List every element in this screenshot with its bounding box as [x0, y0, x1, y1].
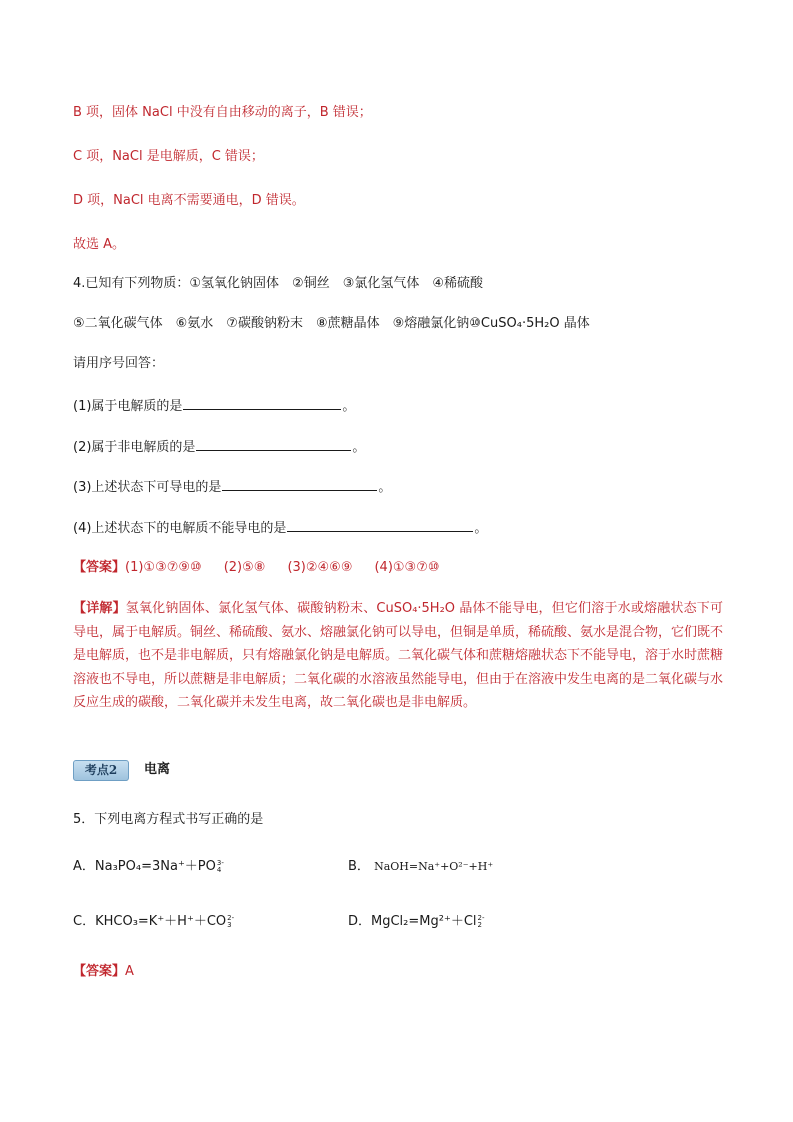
q5-option-c-ion: 2- 3: [227, 913, 235, 929]
q4-part-2-prefix: (2)属于非电解质的是: [73, 440, 196, 455]
section-title: 电离: [144, 762, 171, 777]
q4-part-1: [73, 396, 355, 416]
q4-instruction: 请用序号回答：: [73, 356, 165, 371]
q5-option-d-text: MgCl₂=Mg²⁺＋Cl: [371, 914, 477, 929]
q5-option-a-label: A．: [73, 859, 95, 874]
explanation-d: D 项，NaCl 电离不需要通电，D 错误。: [73, 193, 305, 208]
q4-answer: [73, 559, 440, 577]
q4-part-3: [73, 477, 391, 497]
q5-answer-value: A: [125, 964, 134, 979]
q4-answer-4: (4)①③⑦⑩: [374, 560, 440, 575]
explanation-choice: 故选 A。: [73, 237, 126, 252]
q5-option-d-label: D．: [348, 914, 372, 929]
q4-part-2-suffix: 。: [352, 440, 366, 455]
q5-option-b-label: B．: [348, 859, 370, 874]
q4-answer-3: (3)②④⑥⑨: [287, 560, 353, 575]
explanation-b: B 项，固体 NaCl 中没有自由移动的离子，B 错误；: [73, 105, 372, 120]
q5-answer: [73, 963, 134, 981]
q4-stem-line-2: ⑤二氧化碳气体 ⑥氨水 ⑦碳酸钠粉末 ⑧蔗糖晶体 ⑨熔融氯化钠⑩CuSO₄·5H₂O 晶体: [73, 316, 590, 331]
q5-option-c[interactable]: [73, 913, 234, 931]
q4-part-1-suffix: 。: [342, 399, 356, 414]
q4-detail-text: 氢氧化钠固体、氯化氢气体、碳酸钠粉末、CuSO₄·5H₂O 晶体不能导电，但它们溶于水或熔融状态下可导电，属于电解质。铜丝、稀硫酸、氨水、熔融氯化钠可以导电，但铜是单质，稀硫酸、氨水是混合物，它们既不是电解质，也不是非电解质，只有熔融氯化钠是电解质。二氧化碳气体和蔗糖熔融状态下不能导电，溶于水时蔗糖溶液也不导电，所以蔗糖是非电解质；二氧化碳的水溶液虽然能导电，但由于在溶液中发生电离的是二氧化碳与水反应生成的碳酸，二氧化碳并未发生电离，故二氧化碳也是非电解质。: [73, 601, 724, 710]
q4-part-1-prefix: (1)属于电解质的是: [73, 399, 183, 414]
q4-part-2: [73, 437, 365, 457]
explanation-c: C 项，NaCl 是电解质，C 错误；: [73, 149, 264, 164]
q5-option-a-text: Na₃PO₄=3Na⁺＋PO: [94, 859, 216, 874]
q4-answer-1: (1)①③⑦⑨⑩: [125, 560, 202, 575]
q5-option-b-text: NaOH=Na⁺+O²⁻+H⁺: [374, 860, 494, 873]
q5-option-b[interactable]: [348, 858, 493, 876]
q5-stem: 5．下列电离方程式书写正确的是: [73, 812, 264, 827]
q4-detail-label: 【详解】: [73, 601, 126, 616]
q5-answer-label: 【答案】: [73, 964, 126, 979]
q4-part-2-blank[interactable]: [196, 437, 351, 451]
q5-option-d-ion: 2- 2: [477, 913, 485, 929]
q4-part-3-prefix: (3)上述状态下可导电的是: [73, 480, 222, 495]
q4-answer-2: (2)⑤⑧: [223, 560, 266, 575]
q5-option-c-text: KHCO₃=K⁺＋H⁺＋CO: [95, 914, 227, 929]
q5-option-a[interactable]: [73, 858, 224, 876]
q4-answer-label: 【答案】: [73, 560, 126, 575]
q4-stem-line-1: 4.已知有下列物质：①氢氧化钠固体 ②铜丝 ③氯化氢气体 ④稀硫酸: [73, 276, 484, 291]
section-badge: 考点2: [73, 760, 129, 781]
q4-detail: [73, 597, 723, 715]
q4-part-4: [73, 518, 487, 538]
q4-part-3-suffix: 。: [378, 480, 392, 495]
q4-part-4-blank[interactable]: [287, 518, 473, 532]
q4-part-4-prefix: (4)上述状态下的电解质不能导电的是: [73, 521, 287, 536]
q4-part-3-blank[interactable]: [222, 477, 377, 491]
q4-part-4-suffix: 。: [474, 521, 488, 536]
q4-part-1-blank[interactable]: [183, 396, 341, 410]
q5-option-d[interactable]: [348, 913, 485, 931]
q5-option-c-label: C．: [73, 914, 96, 929]
q5-option-a-ion: 3- 4: [216, 858, 224, 874]
